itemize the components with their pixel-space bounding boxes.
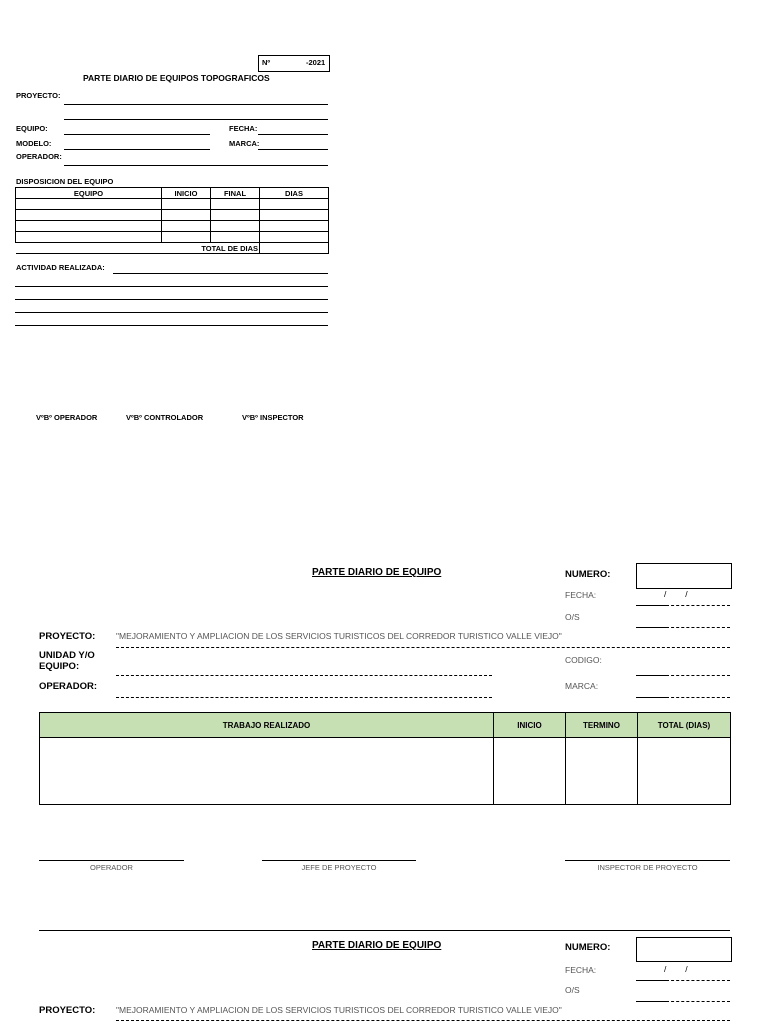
proyecto-line[interactable]	[64, 104, 328, 105]
os-field[interactable]	[666, 1001, 730, 1002]
col-trabajo: TRABAJO REALIZADO	[40, 713, 494, 738]
table-row[interactable]	[16, 210, 329, 221]
col-inicio: INICIO	[494, 713, 566, 738]
proyecto-label: PROYECTO:	[39, 1005, 96, 1016]
operador-label: OPERADOR:	[39, 681, 98, 692]
modelo-label: MODELO:	[16, 139, 52, 148]
marca-line[interactable]	[258, 149, 328, 150]
fecha-line[interactable]	[258, 134, 328, 135]
table-header-row	[40, 713, 731, 738]
total-dias-value[interactable]	[260, 243, 329, 254]
os-field[interactable]	[666, 627, 730, 628]
vb-operador: VºBº OPERADOR	[36, 413, 98, 422]
numero-label: Nº	[262, 58, 271, 67]
form-separator	[39, 930, 730, 931]
operador-label: OPERADOR:	[16, 152, 62, 161]
total-row	[16, 243, 329, 254]
fecha-label: FECHA:	[565, 965, 597, 975]
vb-controlador: VºBº CONTROLADOR	[126, 413, 204, 422]
col-equipo: EQUIPO	[16, 188, 162, 199]
fecha-value[interactable]: / /	[664, 589, 688, 599]
unidad-line[interactable]	[116, 675, 492, 676]
col-final: FINAL	[211, 188, 260, 199]
signature-line-inspector[interactable]	[565, 860, 730, 861]
proyecto-line-2[interactable]	[64, 119, 328, 120]
codigo-field[interactable]	[666, 675, 730, 676]
col-termino: TERMINO	[566, 713, 638, 738]
proyecto-line[interactable]	[116, 647, 730, 648]
operador-line[interactable]	[116, 697, 492, 698]
fecha-label: FECHA:	[229, 124, 258, 133]
form2-title: PARTE DIARIO DE EQUIPO	[312, 567, 442, 578]
os-label: O/S	[565, 985, 580, 995]
actividad-line[interactable]	[15, 286, 328, 287]
proyecto-value: "MEJORAMIENTO Y AMPLIACION DE LOS SERVICIOS TURISTICOS DEL CORREDOR TURISTICO VALLE VIEJO"	[116, 1005, 562, 1015]
total-dias-label: TOTAL DE DIAS	[16, 243, 260, 254]
fecha-value[interactable]: / /	[664, 964, 688, 974]
equipo-line[interactable]	[64, 134, 210, 135]
table-row[interactable]	[16, 199, 329, 210]
trabajo-table	[39, 712, 731, 805]
disposicion-label: DISPOSICION DEL EQUIPO	[16, 177, 114, 186]
codigo-label: CODIGO:	[565, 655, 602, 665]
signature-inspector: INSPECTOR DE PROYECTO	[597, 863, 698, 872]
actividad-line[interactable]	[15, 299, 328, 300]
signature-jefe: JEFE DE PROYECTO	[301, 863, 377, 872]
col-dias: DIAS	[260, 188, 329, 199]
marca-field[interactable]	[666, 697, 730, 698]
numero-label: NUMERO:	[565, 942, 611, 953]
proyecto-label: PROYECTO:	[16, 91, 61, 100]
os-label: O/S	[565, 612, 580, 622]
col-inicio: INICIO	[162, 188, 211, 199]
proyecto-value: "MEJORAMIENTO Y AMPLIACION DE LOS SERVICIOS TURISTICOS DEL CORREDOR TURISTICO VALLE VIEJO"	[116, 631, 562, 641]
actividad-label: ACTIVIDAD REALIZADA:	[16, 263, 105, 272]
marca-label: MARCA:	[565, 681, 599, 691]
signature-operador: OPERADOR	[90, 863, 133, 872]
table-row[interactable]	[16, 232, 329, 243]
numero-year: -2021	[306, 58, 326, 67]
actividad-line[interactable]	[15, 312, 328, 313]
signature-line-operador[interactable]	[39, 860, 184, 861]
actividad-line[interactable]	[113, 273, 328, 274]
actividad-line[interactable]	[15, 325, 328, 326]
unidad-label: UNIDAD Y/O EQUIPO:	[39, 650, 95, 672]
equipo-label: EQUIPO:	[16, 124, 48, 133]
numero-box[interactable]	[636, 563, 732, 589]
disposicion-table	[15, 187, 329, 254]
numero-label: NUMERO:	[565, 569, 611, 580]
table-row[interactable]	[40, 738, 731, 805]
numero-box[interactable]	[258, 55, 330, 72]
operador-line[interactable]	[64, 165, 328, 166]
proyecto-line[interactable]	[116, 1020, 730, 1021]
col-total: TOTAL (DIAS)	[638, 713, 731, 738]
proyecto-label: PROYECTO:	[39, 631, 96, 642]
numero-box[interactable]	[636, 937, 732, 962]
marca-label: MARCA:	[229, 139, 260, 148]
form3-title: PARTE DIARIO DE EQUIPO	[312, 940, 442, 951]
table-header-row	[16, 188, 329, 199]
modelo-line[interactable]	[64, 149, 210, 150]
table-row[interactable]	[16, 221, 329, 232]
fecha-label: FECHA:	[565, 590, 597, 600]
signature-line-jefe[interactable]	[262, 860, 416, 861]
vb-inspector: VºBº INSPECTOR	[242, 413, 304, 422]
form1-title: PARTE DIARIO DE EQUIPOS TOPOGRAFICOS	[83, 73, 270, 83]
